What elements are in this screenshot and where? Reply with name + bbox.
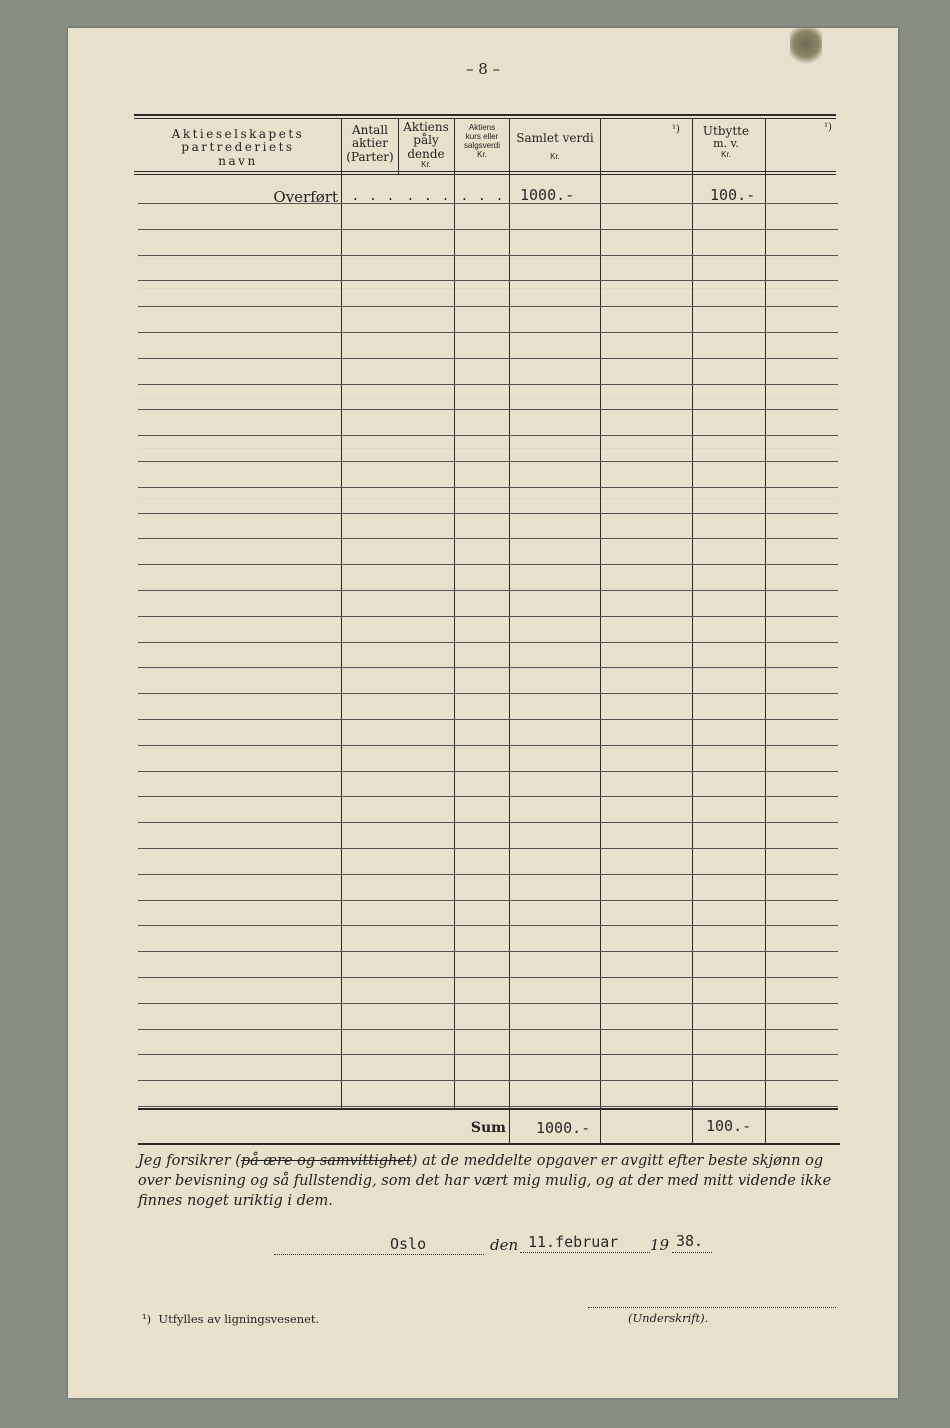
table-row-rule: [138, 719, 838, 720]
header-palydende-line1: Aktiens: [403, 120, 449, 134]
header-company-line3: navn: [218, 153, 258, 168]
header-antall-line1: Antall: [351, 123, 389, 137]
declaration-text: [138, 1151, 843, 1211]
header-utbytte: [692, 125, 760, 160]
place-dotted-line: [274, 1254, 484, 1256]
header-kurs-line2: kurs eller: [465, 131, 499, 141]
table-row-rule: [138, 409, 838, 410]
table-row-rule: [138, 461, 838, 462]
col-line-kurs: [454, 118, 455, 1108]
table-row-rule: [138, 1003, 838, 1004]
table-row-rule: [138, 255, 838, 256]
sum-label: Sum: [470, 1120, 506, 1136]
header-bottom-rule-thin: [134, 174, 836, 175]
overfort-dots-palydende: . . .: [408, 186, 452, 204]
overfort-utbytte: 100.-: [710, 186, 756, 204]
col-line-utbytte: [692, 118, 693, 1144]
table-row-rule: [138, 693, 838, 694]
form-page: [68, 28, 898, 1398]
table-row-rule: [138, 848, 838, 849]
table-row-rule: [138, 822, 838, 823]
header-kurs-unit: Kr.: [477, 149, 487, 159]
signature-place: Oslo: [390, 1235, 427, 1253]
table-row-rule: [138, 280, 838, 281]
table-row-rule: [138, 745, 838, 746]
page-number: – 8 –: [465, 60, 501, 78]
sum-samlet-verdi: 1000.-: [536, 1119, 591, 1137]
col-line-palydende-head: [398, 118, 399, 174]
table-row-rule: [138, 306, 838, 307]
date-dotted-line: [520, 1252, 650, 1254]
overfort-label: Overført: [273, 188, 338, 206]
sum-utbytte: 100.-: [706, 1117, 752, 1135]
table-row-rule: [138, 358, 838, 359]
header-blank-note: ¹): [672, 124, 680, 135]
col-line-antall: [341, 118, 342, 1108]
footnote-marker: ¹): [142, 1312, 152, 1326]
table-row-rule: [138, 977, 838, 978]
table-row-rule: [138, 951, 838, 952]
header-palydende-unit: Kr.: [421, 160, 431, 170]
declaration-part2: ) at de meddelte opgaver er avgitt efter beste skjønn og over bevisning og så fullstendig, som det har vært mig mulig, og at der med mitt vidende ikke finnes noget uriktig i dem.: [138, 1153, 832, 1209]
header-samlet: [510, 132, 600, 162]
header-bottom-rule: [134, 171, 836, 172]
header-utbytte-line1: Utbytte: [702, 124, 750, 138]
header-company-line1: Aktieselskapets: [171, 127, 305, 141]
overfort-dots-kurs: . . .: [462, 186, 506, 204]
signature-year-suffix: 38.: [676, 1232, 704, 1250]
header-top-rule: [134, 114, 836, 116]
table-row-rule: [138, 1080, 838, 1081]
header-utbytte-line2: m. v.: [713, 137, 739, 151]
col-line-samlet: [509, 118, 510, 1144]
table-row-rule: [138, 332, 838, 333]
sum-top-rule: [138, 1108, 838, 1110]
table-row-rule: [138, 538, 838, 539]
table-row-rule: [138, 1029, 838, 1030]
header-kurs: [455, 124, 509, 160]
table-row-rule: [138, 874, 838, 875]
header-top-rule-thin: [134, 118, 836, 119]
header-antall-line3: (Parter): [346, 149, 394, 164]
table-row-rule: [138, 487, 838, 488]
overfort-dots-antall: . . .: [353, 186, 397, 204]
table-row-rule: [138, 1106, 838, 1107]
table-row-rule: [138, 796, 838, 797]
header-samlet-unit: Kr.: [550, 152, 560, 162]
sum-col-divider: [509, 1108, 510, 1144]
signature-date: 11.februar: [528, 1233, 619, 1251]
header-palydende-line3: dende: [407, 146, 445, 161]
underskrift-caption: (Underskrift).: [628, 1311, 709, 1325]
header-company-line2: partrederiets: [181, 140, 295, 155]
table-row-rule: [138, 642, 838, 643]
signature-den: den: [490, 1236, 519, 1254]
table-row-rule: [138, 590, 838, 591]
header-antall: [342, 124, 398, 164]
footnote: [142, 1312, 319, 1326]
table-row-rule: [138, 771, 838, 772]
table-row-rule: [138, 1054, 838, 1055]
header-palydende-line2: påly: [413, 133, 439, 148]
table-row-rule: [138, 616, 838, 617]
overfort-samlet-verdi: 1000.-: [520, 186, 575, 204]
header-company-name: [138, 128, 338, 168]
header-utbytte-unit: Kr.: [721, 149, 731, 159]
header-antall-line2: aktier: [352, 136, 388, 151]
table-row-rule: [138, 513, 838, 514]
declaration-part1: Jeg forsikrer (: [138, 1153, 241, 1169]
sum-bottom-rule: [138, 1143, 840, 1145]
table-row-rule: [138, 667, 838, 668]
header-samlet-label: Samlet verdi: [516, 131, 594, 145]
header-kurs-line1: Aktiens: [468, 123, 496, 132]
table-row-rule: [138, 435, 838, 436]
header-last-note: ¹): [824, 122, 832, 133]
footnote-text: Utfylles av ligningsvesenet.: [158, 1312, 320, 1326]
table-row-rule: [138, 564, 838, 565]
table-row-rule: [138, 384, 838, 385]
signature-year-prefix: 19: [650, 1236, 670, 1254]
year-dotted-line: [672, 1252, 712, 1254]
table-row-rule: [138, 900, 838, 901]
declaration-struck: på ære og samvittighet: [240, 1153, 412, 1169]
header-kurs-line3: salgsverdi: [463, 140, 500, 150]
col-line-last: [765, 118, 766, 1144]
table-row-rule: [138, 925, 838, 926]
table-row-rule: [138, 229, 838, 230]
underskrift-dotted-line: [588, 1307, 836, 1309]
col-line-blank: [600, 118, 601, 1144]
header-palydende: [398, 121, 454, 170]
